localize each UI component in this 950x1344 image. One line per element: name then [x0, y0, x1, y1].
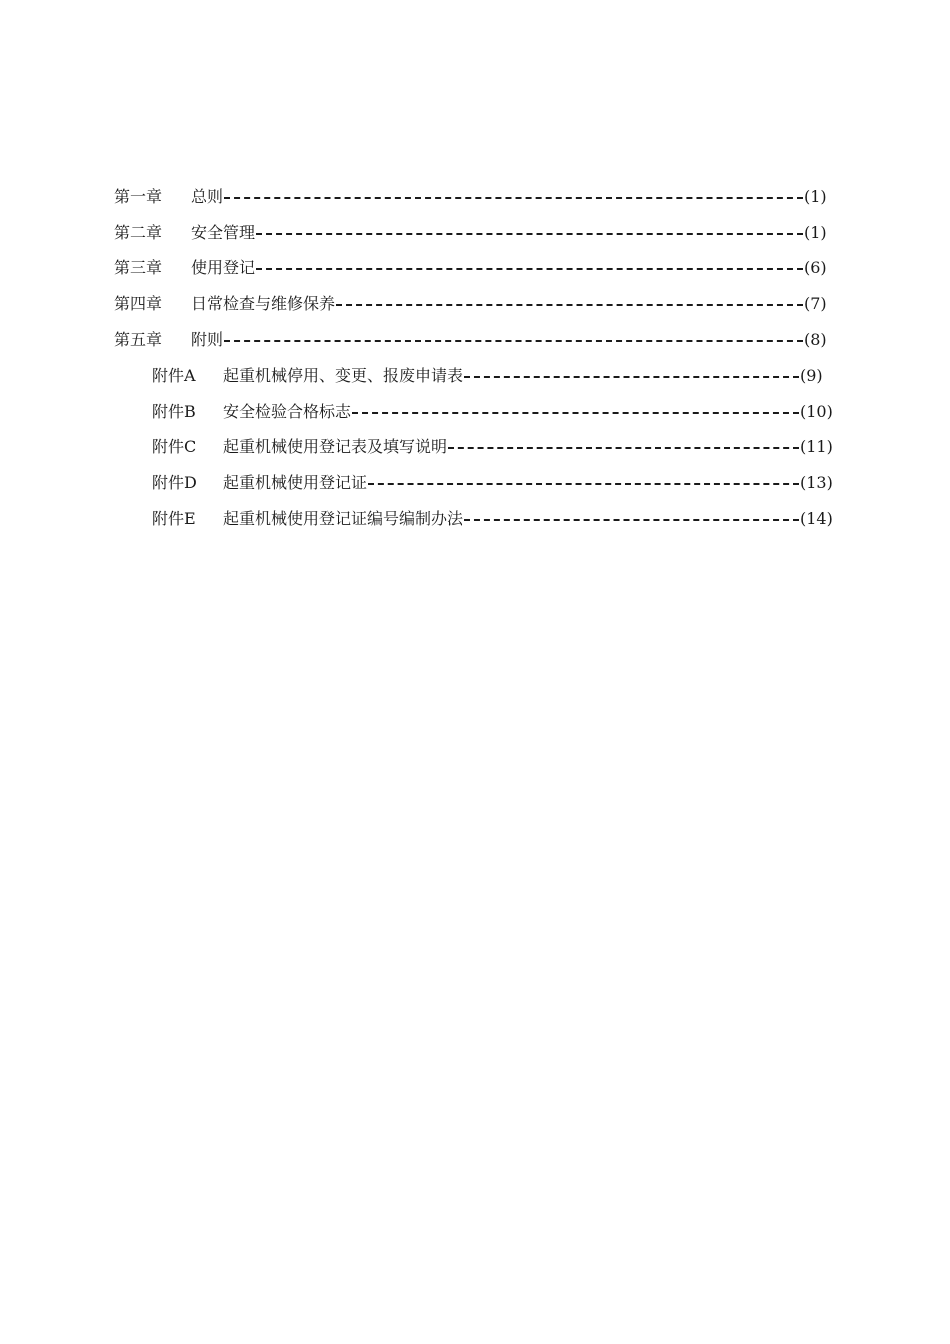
toc-entry-chapter-2[interactable] — [0, 215, 950, 251]
toc-entry-page: (7) — [804, 294, 827, 314]
toc-entry-title: 起重机械使用登记证编号编制办法 — [223, 509, 464, 529]
toc-entry-appendix-b[interactable] — [0, 394, 950, 430]
dot-leader — [448, 447, 799, 449]
toc-entry-chapter-1[interactable] — [0, 179, 950, 215]
toc-entry-page: (6) — [804, 258, 827, 278]
toc-entry-appendix-c[interactable] — [0, 430, 950, 466]
toc-entry-page: (9) — [800, 365, 823, 385]
dot-leader — [256, 233, 803, 235]
dot-leader — [464, 519, 799, 521]
toc-entry-title: 起重机械使用登记证 — [223, 473, 368, 493]
toc-entry-appendix-d[interactable] — [0, 465, 950, 501]
toc-entry-title: 使用登记 — [191, 258, 256, 278]
toc-entry-chapter-3[interactable] — [0, 251, 950, 287]
toc-entry-page: (8) — [804, 330, 827, 350]
toc-entry-prefix: 第一章 — [114, 186, 163, 206]
toc-entry-prefix: 附件C — [152, 437, 197, 457]
toc-entry-prefix: 第三章 — [114, 258, 163, 278]
toc-entry-prefix: 附件E — [152, 509, 196, 529]
dot-leader — [336, 304, 803, 306]
toc-entry-appendix-a[interactable] — [0, 358, 950, 394]
dot-leader — [224, 340, 803, 342]
toc-entry-page: (13) — [800, 473, 833, 493]
toc-entry-page: (11) — [800, 437, 833, 457]
toc-entry-prefix: 附件A — [152, 365, 196, 385]
dot-leader — [352, 412, 799, 414]
toc-entry-page: (1) — [804, 222, 827, 242]
table-of-contents — [0, 179, 950, 537]
toc-entry-page: (14) — [800, 509, 833, 529]
toc-entry-title: 起重机械使用登记表及填写说明 — [223, 437, 448, 457]
toc-entry-prefix: 第四章 — [114, 294, 163, 314]
toc-entry-chapter-5[interactable] — [0, 322, 950, 358]
toc-entry-title: 起重机械停用、变更、报废申请表 — [223, 365, 464, 385]
toc-entry-prefix: 附件B — [152, 401, 196, 421]
toc-entry-prefix: 第五章 — [114, 330, 163, 350]
toc-entry-title: 附则 — [191, 330, 224, 350]
dot-leader — [224, 197, 803, 199]
toc-entry-title: 总则 — [191, 186, 224, 206]
toc-entry-chapter-4[interactable] — [0, 286, 950, 322]
dot-leader — [256, 268, 803, 270]
toc-entry-prefix: 第二章 — [114, 222, 163, 242]
toc-entry-title: 安全检验合格标志 — [223, 401, 352, 421]
dot-leader — [368, 483, 799, 485]
toc-entry-title: 安全管理 — [191, 222, 256, 242]
toc-entry-page: (1) — [804, 186, 827, 206]
toc-entry-appendix-e[interactable] — [0, 501, 950, 537]
toc-entry-title: 日常检查与维修保养 — [191, 294, 336, 314]
dot-leader — [464, 376, 799, 378]
toc-entry-page: (10) — [800, 401, 833, 421]
toc-entry-prefix: 附件D — [152, 473, 197, 493]
